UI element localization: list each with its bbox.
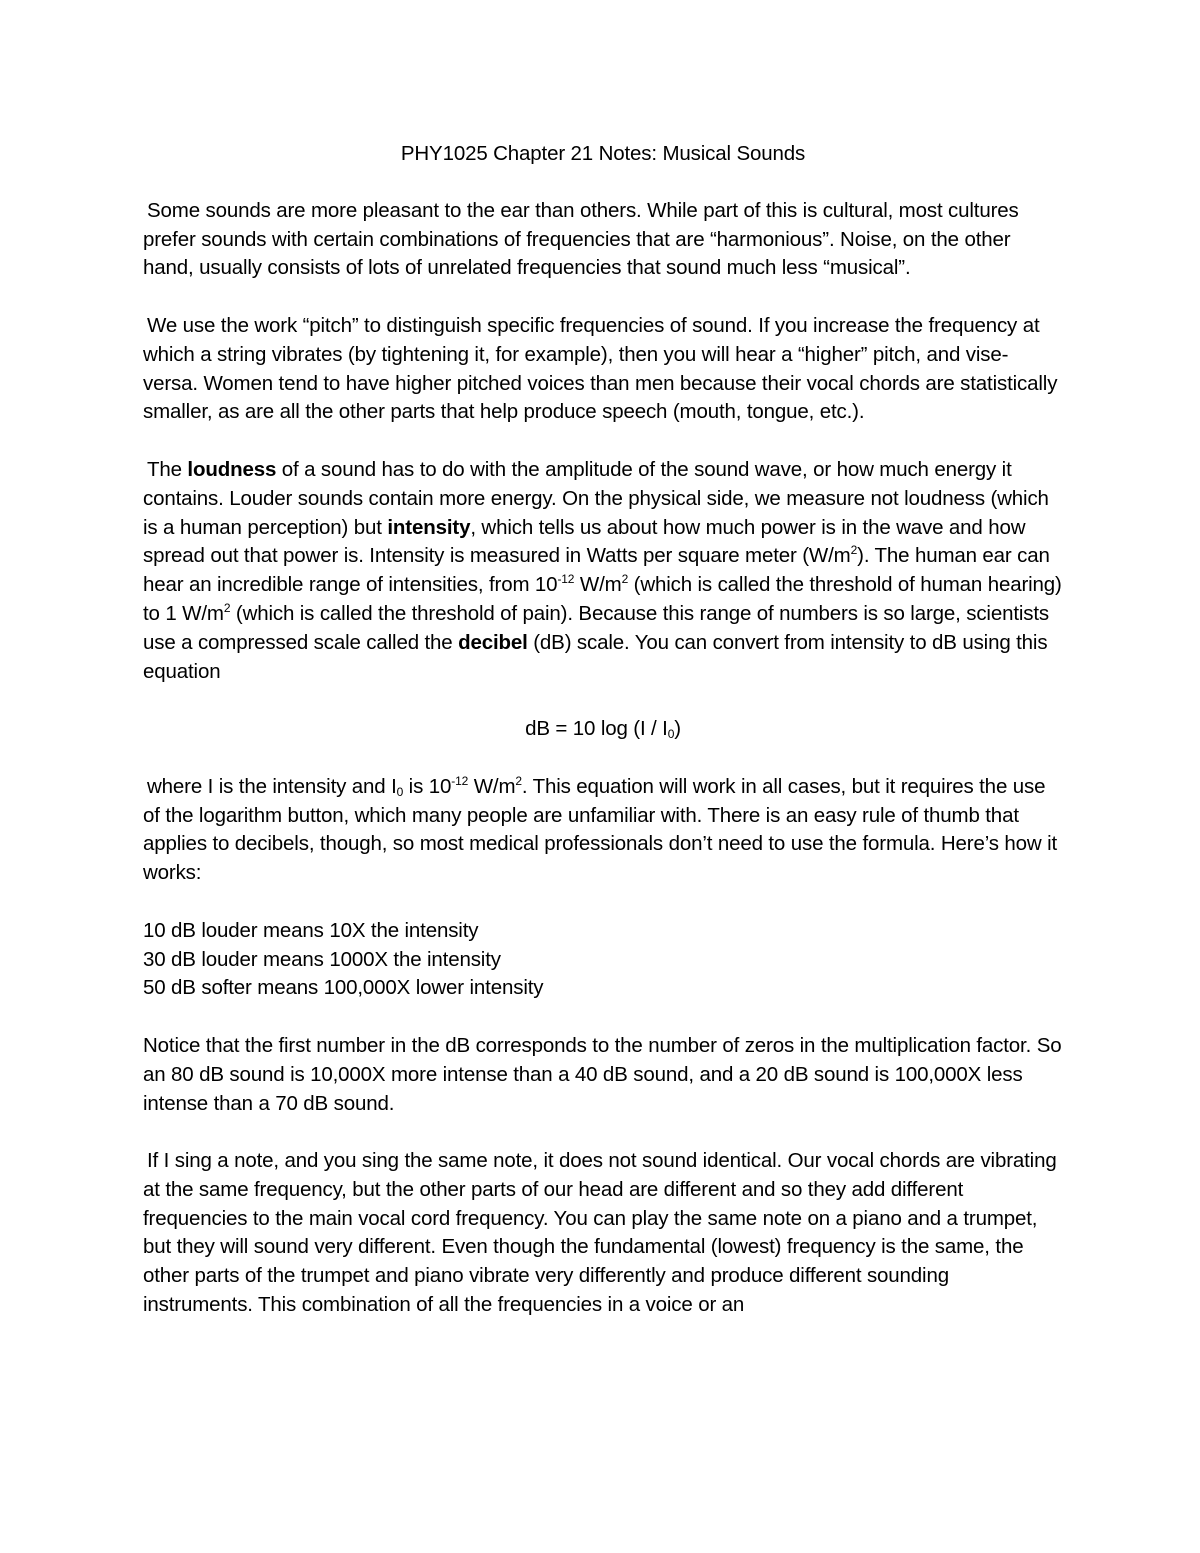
text-span: W/m bbox=[574, 573, 622, 597]
paragraph-timbre: If I sing a note, and you sing the same note, it does not sound identical. Our vocal chords are vibrating at the same frequency, but the other parts of our head are different and so they add different frequencies to the main vocal cord frequency. You can play the same note on a piano and a trumpet, but they will sound very different. Even though the fundamental (lowest) frequency is the same, the other parts of the trumpet and piano vibrate very differently and produce different sounding instruments. This combination of all the frequencies in a voice or an bbox=[143, 1149, 1057, 1317]
paragraph-intro: Some sounds are more pleasant to the ear than others. While part of this is cultural, most cultures prefer sounds with certain combinations of frequencies that are “harmonious”. Noise, on the other hand, usually consists of lots of unrelated frequencies that sound much less “musical”. bbox=[143, 198, 1019, 280]
list-item: 10 dB louder means 10X the intensity bbox=[143, 918, 479, 942]
text-span: , which tells us about how much power is in the wave and how spread out that power is. Intensity is measured in Watts per square meter (W/m bbox=[143, 515, 1026, 568]
text-span: The bbox=[147, 457, 188, 481]
superscript: 2 bbox=[223, 600, 231, 615]
list-item: 50 dB softer means 100,000X lower intensity bbox=[143, 976, 544, 1000]
text-span: is 10 bbox=[403, 774, 452, 798]
superscript: 2 bbox=[850, 543, 858, 558]
document-body bbox=[143, 140, 1063, 1349]
decibel-equation bbox=[143, 715, 1063, 744]
paragraph-loudness bbox=[143, 456, 1063, 686]
text-span: (which is called the threshold of pain). Because this range of numbers is so large, scientists use a compressed scale called the bbox=[143, 601, 1050, 654]
text-span: ). The human ear can hear an incredible range of intensities, from 10 bbox=[143, 544, 1050, 597]
text-span: of a sound has to do with the amplitude of the sound wave, or how much energy it contains. Louder sounds contain more energy. On the physical side, we measure not loudness (which is a human perception) but bbox=[143, 457, 1049, 539]
rules-of-thumb-list bbox=[143, 917, 1063, 1003]
term-decibel: decibel bbox=[458, 630, 528, 654]
paragraph-notice: Notice that the first number in the dB corresponds to the number of zeros in the multiplication factor. So an 80 dB sound is 10,000X more intense than a 40 dB sound, and a 20 dB sound is 100,000X less intense than a 70 dB sound. bbox=[143, 1033, 1062, 1115]
page-title: PHY1025 Chapter 21 Notes: Musical Sounds bbox=[400, 142, 806, 165]
equation-end: ) bbox=[674, 717, 681, 741]
superscript: -12 bbox=[451, 773, 469, 788]
text-span: . This equation will work in all cases, but it requires the use of the logarithm button, which many people are unfamiliar with. There is an easy rule of thumb that applies to decibels, though, so most medical professionals don’t need to use the formula. Here’s how it works: bbox=[143, 774, 1058, 885]
subscript: 0 bbox=[667, 727, 675, 742]
text-span: (which is called the threshold of human hearing) to 1 W/m bbox=[143, 573, 1062, 625]
term-loudness: loudness bbox=[187, 457, 277, 481]
text-span: where I is the intensity and I bbox=[147, 774, 397, 798]
equation-main: dB = 10 log (I / I bbox=[525, 717, 668, 741]
superscript: 2 bbox=[515, 773, 522, 788]
superscript: -12 bbox=[557, 572, 575, 587]
subscript: 0 bbox=[396, 784, 404, 799]
list-item: 30 dB louder means 1000X the intensity bbox=[143, 947, 501, 971]
text-span: (dB) scale. You can convert from intensity to dB using this equation bbox=[143, 630, 1048, 683]
term-intensity: intensity bbox=[387, 515, 471, 539]
paragraph-pitch: We use the work “pitch” to distinguish specific frequencies of sound. If you increase the frequency at which a string vibrates (by tightening it, for example), then you will hear a “higher” pitch, and vise-versa. Women tend to have higher pitched voices than men because their vocal chords are statistically smaller, as are all the other parts that help produce speech (mouth, tongue, etc.). bbox=[143, 313, 1058, 424]
paragraph-equation-explanation bbox=[143, 773, 1063, 888]
text-span: W/m bbox=[468, 774, 516, 798]
superscript: 2 bbox=[621, 572, 629, 587]
